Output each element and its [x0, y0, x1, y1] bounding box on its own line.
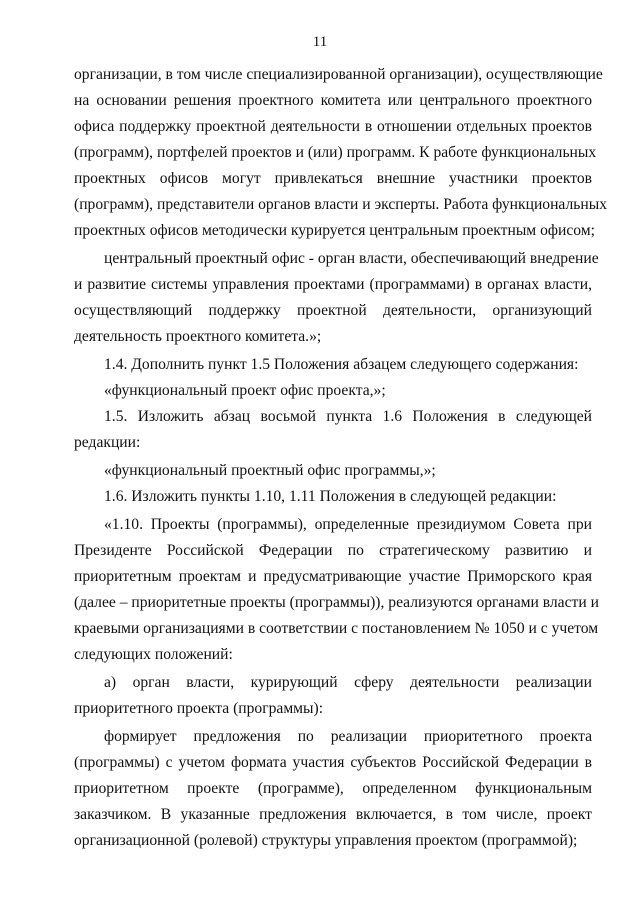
text-line: на основании решения проектного комитета или центрального проектного [74, 92, 592, 109]
text-line: формирует предложения по реализации приоритетного проекта [104, 728, 592, 745]
text-line: редакции: [74, 434, 141, 451]
text-line: и развитие системы управления проектами (программами) в органах власти, [74, 276, 592, 293]
text-line: 1.5. Изложить абзац восьмой пункта 1.6 Положения в следующей [104, 408, 592, 425]
text-line: «функциональный проектный офис программы,»; [104, 462, 436, 479]
text-line: осуществляющий поддержку проектной деятельности, организующий [74, 302, 592, 319]
text-line: офиса поддержку проектной деятельности в отношении отдельных проектов [74, 118, 592, 135]
text-line: приоритетного проекта (программы): [74, 700, 324, 717]
text-line: а) орган власти, курирующий сферу деятельности реализации [104, 674, 592, 691]
text-line: 1.4. Дополнить пункт 1.5 Положения абзацем следующего содержания: [104, 356, 579, 373]
text-line: краевыми организациями в соответствии с постановлением № 1050 и с учетом [74, 620, 599, 637]
text-line: организации, в том числе специализированной организации), осуществляющие [74, 66, 603, 83]
text-line: заказчиком. В указанные предложения включается, в том числе, проект [74, 806, 592, 823]
text-line: проектных офисов методически курируется центральным проектным офисом; [74, 222, 595, 239]
text-line: «1.10. Проекты (программы), определенные президиумом Совета при [104, 516, 592, 533]
text-line: (программ), представители органов власти и эксперты. Работа функциональных [74, 196, 608, 213]
page-number: 11 [312, 34, 328, 50]
text-line: «функциональный проект офис проекта,»; [104, 382, 386, 399]
text-line: проектных офисов могут привлекаться внешние участники проектов [74, 170, 592, 187]
text-line: приоритетным проектам и предусматривающие участие Приморского края [74, 568, 592, 585]
text-line: 1.6. Изложить пункты 1.10, 1.11 Положения в следующей редакции: [104, 488, 557, 505]
text-line: следующих положений: [74, 646, 233, 663]
text-line: организационной (ролевой) структуры управления проектом (программой); [74, 832, 578, 849]
text-line: центральный проектный офис - орган власти, обеспечивающий внедрение [104, 250, 599, 267]
text-line: (программы) с учетом формата участия субъектов Российской Федерации в [74, 754, 592, 771]
text-line: Президенте Российской Федерации по стратегическому развитию и [74, 542, 592, 559]
text-line: (далее – приоритетные проекты (программы)), реализуются органами власти и [74, 594, 599, 611]
text-line: (программ), портфелей проектов и (или) программ. К работе функциональных [74, 144, 597, 161]
text-line: приоритетном проекте (программе), определенном функциональным [74, 780, 592, 797]
text-line: деятельность проектного комитета.»; [74, 328, 322, 345]
